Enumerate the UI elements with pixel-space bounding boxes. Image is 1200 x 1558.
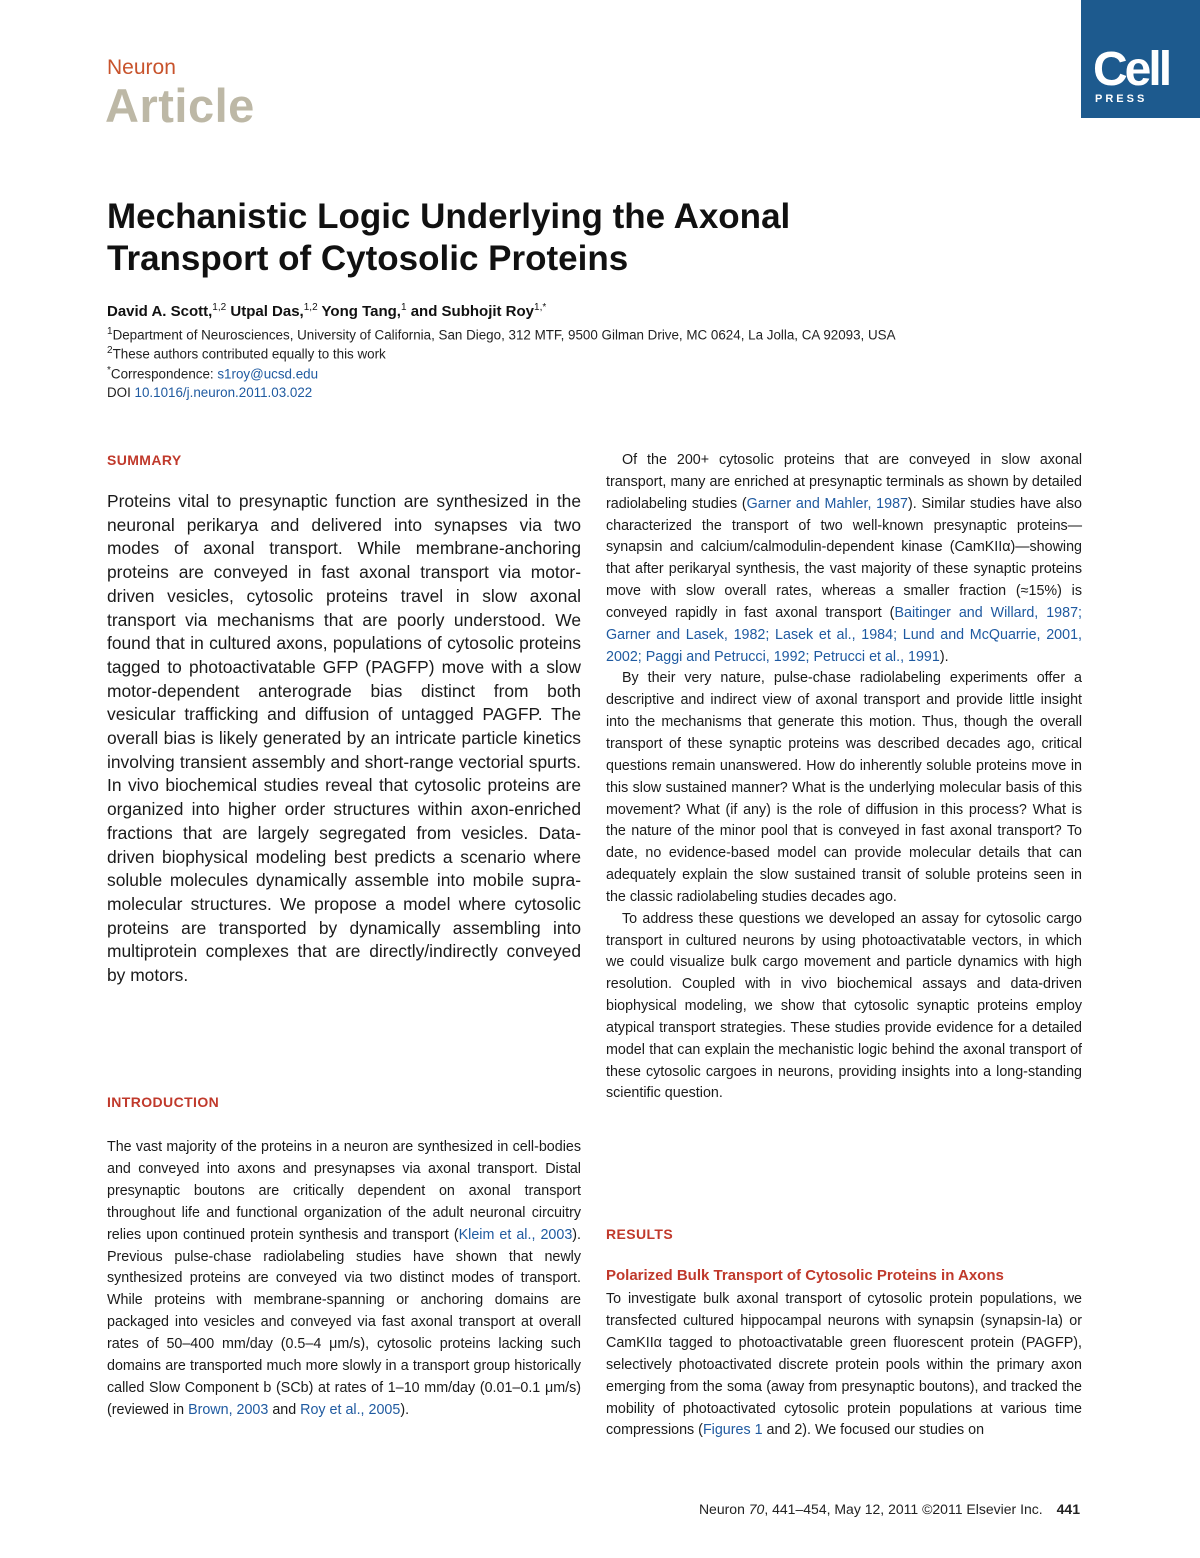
page-number: 441 — [1056, 1501, 1080, 1517]
author-name: and Subhojit Roy — [406, 303, 535, 320]
author-affil-mark: 1,2 — [303, 302, 318, 313]
footer-volume: 70 — [748, 1501, 765, 1517]
results-text-2: and 2). We focused our studies on — [762, 1422, 985, 1439]
introduction-text — [107, 1137, 581, 1422]
affil-mark: 1 — [107, 326, 113, 337]
results-paragraph — [606, 1289, 1082, 1442]
correspondence-label: Correspondence: — [110, 366, 218, 382]
affil-mark: 2 — [107, 345, 113, 356]
results-subheading: Polarized Bulk Transport of Cytosolic Proteins in Axons — [606, 1267, 1004, 1284]
results-heading: RESULTS — [606, 1226, 674, 1242]
intro-text-3: and — [268, 1401, 301, 1418]
citation-link[interactable]: Baitinger and Willard, 1987; Garner and Lasek, 1982; Lasek et al., 1984; Lund and McQuarrie, 2001, 2002; Paggi and Petrucci, 1992; Petrucci et al., 1991 — [606, 604, 1082, 665]
email-link[interactable]: s1roy@ucsd.edu — [217, 366, 319, 382]
results-text-1: To investigate bulk axonal transport of cytosolic protein populations, we transfected cultured hippocampal neurons with synapsin (synapsin-Ia) or CamKIIα tagged to photoactivatable green fluorescent protein (PAGFP), selectively photoactivated discrete protein pools within the primary axon emerging from the soma (away from presynaptic boutons), and tracked the mobility of photoactivated cytosolic protein populations at various time compressions ( — [606, 1291, 1082, 1439]
citation-link[interactable]: Brown, 2003 — [188, 1401, 269, 1418]
doi-link[interactable]: 10.1016/j.neuron.2011.03.022 — [134, 385, 313, 400]
footer-citation: , 441–454, May 12, 2011 ©2011 Elsevier Inc. — [764, 1501, 1043, 1517]
correspondence — [107, 365, 318, 381]
introduction-heading: INTRODUCTION — [107, 1094, 220, 1110]
results-text — [606, 1289, 1082, 1442]
title-line-2: Transport of Cytosolic Proteins — [107, 239, 629, 278]
author-affil-mark: 1,* — [534, 302, 547, 313]
doi-line — [107, 385, 312, 400]
right-p1-text-2: ). Similar studies have also characterized the transport of two well-known presynaptic proteins—synapsin and calcium/calmodulin-dependent kinase (CamKIIα)—showing that after perikaryal synthesis, the vast majority of these synaptic proteins move with slow overall rates, whereas a smaller fraction (≈15%) is conveyed rapidly in fast axonal transport ( — [606, 495, 1082, 621]
summary-paragraph: Proteins vital to presynaptic function are synthesized in the neuronal perikarya and delivered into synapses via two modes of axonal transport. While membrane-anchoring proteins are conveyed in fast axonal transport via motor-driven vesicles, cytosolic proteins travel in slow axonal transport via mechanisms that are poorly understood. We found that in cultured axons, populations of cytosolic proteins tagged to photoactivatable GFP (PAGFP) move with a slow motor-dependent anterograde bias distinct from both vesicular trafficking and diffusion of untagged PAGFP. The overall bias is likely generated by an intricate particle kinetics involving transient assembly and short-range vectorial spurts. In vivo biochemical studies reveal that cytosolic proteins are organized into higher order structures within axon-enriched fractions that are largely segregated from vesicles. Data-driven biophysical modeling best predicts a scenario where soluble molecules dynamically assemble into mobile supramolecular structures. We propose a model where cytosolic proteins are transported by dynamically assembling into multiprotein complexes that are directly/indirectly conveyed by motors. — [107, 491, 581, 986]
affiliation-2 — [107, 345, 386, 361]
affiliation-text: Department of Neurosciences, University of California, San Diego, 312 MTF, 9500 Gilman Drive, MC 0624, La Jolla, CA 92093, USA — [112, 327, 896, 343]
intro-text-2: ). Previous pulse-chase radiolabeling studies have shown that newly synthesized proteins are conveyed via two distinct modes of transport. While proteins with membrane-spanning or anchoring domains are packaged into vesicles and conveyed via fast axonal transport at overall rates of 50–400 mm/day (0.5–4 μm/s), cytosolic proteins lacking such domains are transported much more slowly in a transport group historically called Slow Component b (SCb) at rates of 1–10 mm/day (0.01–0.1 μm/s) (reviewed in — [107, 1226, 582, 1418]
author-name: Yong Tang, — [317, 303, 401, 320]
intro-text-1: The vast majority of the proteins in a neuron are synthesized in cell-bodies and conveyed into axons and presynapses via axonal transport. Distal presynaptic boutons are critically dependent on axonal transport throughout life and functional organization of the adult neuronal circuitry relies upon continued protein synthesis and transport ( — [107, 1139, 581, 1243]
right-paragraph-2: By their very nature, pulse-chase radiolabeling experiments offer a descriptive and indirect view of axonal transport and provide little insight into the mechanisms that generate this motion. Thus, though the overall transport of these synaptic proteins was described decades ago, critical questions remain unanswered. How do inherently soluble proteins move in this slow sustained manner? What is the underlying molecular basis of this movement? What (if any) is the role of diffusion in this process? What is the nature of the minor pool that is conveyed in fast axonal transport? To date, no evidence-based model can provide molecular details that can adequately explain the slow sustained transit of soluble proteins seen in the classic radiolabeling studies decades ago. — [606, 670, 1082, 905]
right-column-intro — [606, 450, 1082, 1105]
paper-title — [107, 196, 1007, 280]
citation-link[interactable]: Garner and Mahler, 1987 — [746, 495, 908, 512]
citation-link[interactable]: Kleim et al., 2003 — [458, 1226, 573, 1243]
article-type: Article — [105, 79, 255, 132]
doi-label: DOI — [107, 385, 135, 400]
figure-link[interactable]: Figures 1 — [702, 1422, 763, 1439]
right-paragraph-1 — [606, 450, 1082, 668]
logo-press-text: PRESS — [1095, 93, 1148, 105]
cell-press-logo — [1081, 0, 1200, 118]
page-footer — [699, 1501, 1080, 1517]
affiliation-1 — [107, 326, 896, 342]
author-name: David A. Scott, — [107, 303, 213, 320]
intro-text-4: ). — [400, 1401, 410, 1418]
author-list — [107, 302, 546, 320]
right-paragraph-3: To address these questions we developed an assay for cytosolic cargo transport in cultured neurons by using photoactivatable vectors, in which we could visualize bulk cargo movement and particle dynamics with high resolution. Coupled with in vivo biochemical assays and data-driven biophysical modeling, we show that cytosolic synaptic proteins employ atypical transport strategies. These studies provide evidence for a detailed model that can explain the mechanistic logic behind the axonal transport of these cytosolic cargoes in neurons, providing insights into a long-standing scientific question. — [606, 910, 1082, 1102]
corr-mark: * — [107, 365, 111, 376]
right-p1-text-3: ). — [939, 648, 949, 665]
journal-name: Neuron — [107, 56, 176, 79]
summary-text — [107, 490, 581, 988]
footer-journal: Neuron — [698, 1501, 749, 1517]
title-line-1: Mechanistic Logic Underlying the Axonal — [107, 197, 791, 236]
summary-heading: SUMMARY — [107, 452, 182, 468]
citation-link[interactable]: Roy et al., 2005 — [300, 1401, 401, 1418]
equal-contribution-note: These authors contributed equally to this work — [112, 346, 386, 362]
author-affil-mark: 1 — [400, 302, 407, 313]
author-affil-mark: 1,2 — [212, 302, 227, 313]
author-name: Utpal Das, — [226, 303, 304, 320]
intro-paragraph — [107, 1137, 581, 1422]
logo-cell-text: Cell — [1093, 43, 1170, 96]
right-p1-text-1: Of the 200+ cytosolic proteins that are conveyed in slow axonal transport, many are enriched at presynaptic terminals as shown by detailed radiolabeling studies ( — [606, 452, 1082, 512]
